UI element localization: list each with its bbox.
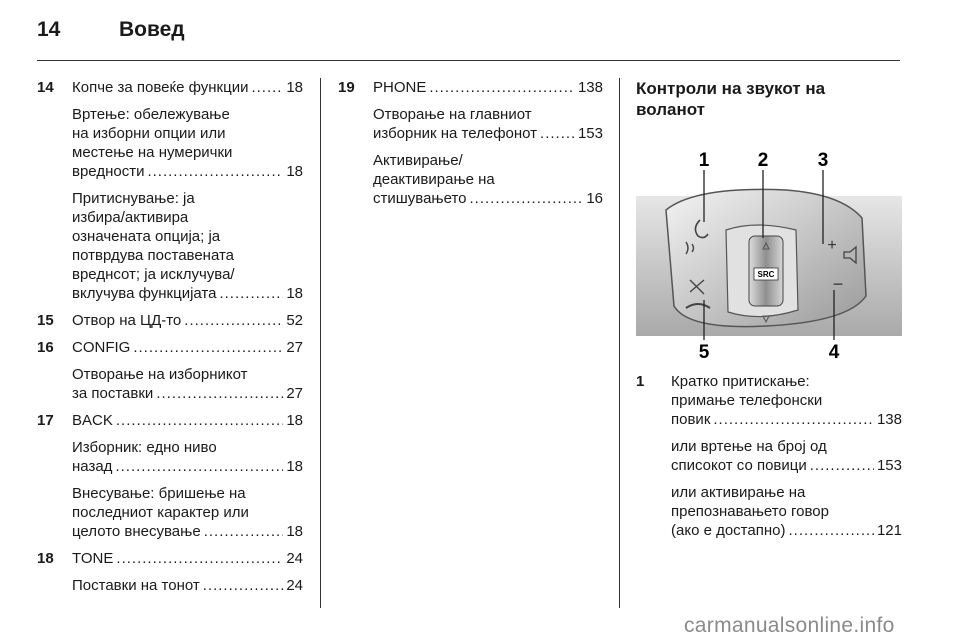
- text-line: вклучува функцијата: [72, 285, 217, 302]
- page-ref: 18: [286, 285, 303, 302]
- page-ref: 121: [876, 522, 902, 539]
- entry-16: [37, 338, 303, 357]
- text-line: потврдува поставената: [72, 247, 235, 264]
- column-divider: [320, 78, 321, 608]
- text-line: местење на нумерички: [72, 144, 233, 161]
- entry-1-calls: [636, 437, 902, 475]
- page-ref: 153: [577, 125, 603, 142]
- entry-19: [338, 78, 603, 97]
- page-ref: 138: [876, 411, 902, 428]
- entry-14-press: [37, 189, 303, 303]
- steering-controls-illustration: [636, 140, 902, 360]
- text-line: избира/активира: [72, 209, 189, 226]
- text-line: Активирање/: [373, 152, 463, 169]
- callout-3: 3: [817, 150, 829, 171]
- entry-18-sub: [37, 576, 303, 595]
- heading-line: воланот: [636, 100, 705, 119]
- text-line: Притиснување: ја: [72, 190, 195, 207]
- text-line: Отворање на главниот: [373, 106, 532, 123]
- entry-19-mute: [338, 151, 603, 208]
- text-line: Вртење: обележување: [72, 106, 230, 123]
- entry-15: [37, 311, 303, 330]
- text-line: списокот со повици: [671, 457, 807, 474]
- entry-label: Отвор на ЦД-то: [72, 312, 182, 329]
- page-ref: 18: [286, 163, 303, 180]
- steering-controls-figure: [636, 140, 902, 360]
- entry-label: BACK: [72, 412, 113, 429]
- column-divider: [619, 78, 620, 608]
- entry-17: [37, 411, 303, 430]
- entry-1: [636, 372, 902, 429]
- text-line: вредности: [72, 163, 145, 180]
- entry-14: [37, 78, 303, 97]
- entry-19-menu: [338, 105, 603, 143]
- page-title: Вовед: [119, 18, 185, 41]
- text-line: изборник на телефонот: [373, 125, 538, 142]
- text-line: целото внесување: [72, 523, 201, 540]
- column-1: [37, 78, 303, 603]
- text-line: последниот карактер или: [72, 504, 249, 521]
- page-ref: 138: [577, 79, 603, 96]
- text-line: Отворање на изборникот: [72, 366, 248, 383]
- page-ref: 24: [286, 550, 303, 567]
- src-label: SRC: [757, 270, 775, 279]
- entry-number: 15: [37, 312, 54, 329]
- entry-14-turn: [37, 105, 303, 181]
- entry-number: 16: [37, 339, 54, 356]
- entry-number: 18: [37, 550, 54, 567]
- text-line: Кратко притискање:: [671, 373, 810, 390]
- entry-number: 17: [37, 412, 54, 429]
- page-ref: 18: [286, 412, 303, 429]
- page-ref: 18: [286, 79, 303, 96]
- watermark: carmanualsonline.info: [684, 614, 895, 637]
- entry-number: 19: [338, 79, 355, 96]
- callout-2: 2: [757, 150, 769, 171]
- text-line: (ако е достапно): [671, 522, 786, 539]
- volume-up-icon: +: [827, 237, 837, 254]
- section-heading: [636, 78, 902, 120]
- text-line: Изборник: едно ниво: [72, 439, 217, 456]
- entry-16-sub: [37, 365, 303, 403]
- page-ref: 18: [286, 523, 303, 540]
- entry-number: 1: [636, 373, 645, 390]
- page-ref: 153: [876, 457, 902, 474]
- entry-17-menu: [37, 438, 303, 476]
- text-line: Поставки на тонот: [72, 577, 200, 594]
- text-line: означената опција; ја: [72, 228, 221, 245]
- entry-1-voice: [636, 483, 902, 540]
- text-line: или вртење на број од: [671, 438, 827, 455]
- text-line: препознавањето говор: [671, 503, 829, 520]
- volume-down-icon: −: [832, 274, 844, 294]
- callout-5: 5: [698, 342, 710, 360]
- page-ref: 16: [586, 190, 603, 207]
- text-line: примање телефонски: [671, 392, 823, 409]
- page-ref: 18: [286, 458, 303, 475]
- callout-1: 1: [698, 150, 710, 171]
- entry-18: [37, 549, 303, 568]
- text-line: на изборни опции или: [72, 125, 226, 142]
- text-line: стишувањето: [373, 190, 467, 207]
- text-line: за поставки: [72, 385, 154, 402]
- text-line: назад: [72, 458, 113, 475]
- page-header: [37, 18, 937, 60]
- header-rule: [37, 60, 900, 61]
- entry-label: CONFIG: [72, 339, 131, 356]
- page-number: 14: [37, 18, 61, 41]
- entry-label: PHONE: [373, 79, 427, 96]
- column-3: [636, 78, 902, 548]
- text-line: деактивирање на: [373, 171, 495, 188]
- text-line: вреднсот; ја исклучува/: [72, 266, 235, 283]
- callout-4: 4: [828, 342, 840, 360]
- text-line: или активирање на: [671, 484, 806, 501]
- text-line: Внесување: бришење на: [72, 485, 246, 502]
- entry-label: Копче за повеќе функции: [72, 79, 249, 96]
- heading-line: Контроли на звукот на: [636, 79, 826, 98]
- text-line: повик: [671, 411, 711, 428]
- page-ref: 27: [286, 339, 303, 356]
- column-2: [338, 78, 603, 216]
- entry-17-input: [37, 484, 303, 541]
- entry-label: TONE: [72, 550, 114, 567]
- page-ref: 27: [286, 385, 303, 402]
- entry-number: 14: [37, 79, 54, 96]
- page-ref: 52: [286, 312, 303, 329]
- page-ref: 24: [286, 577, 303, 594]
